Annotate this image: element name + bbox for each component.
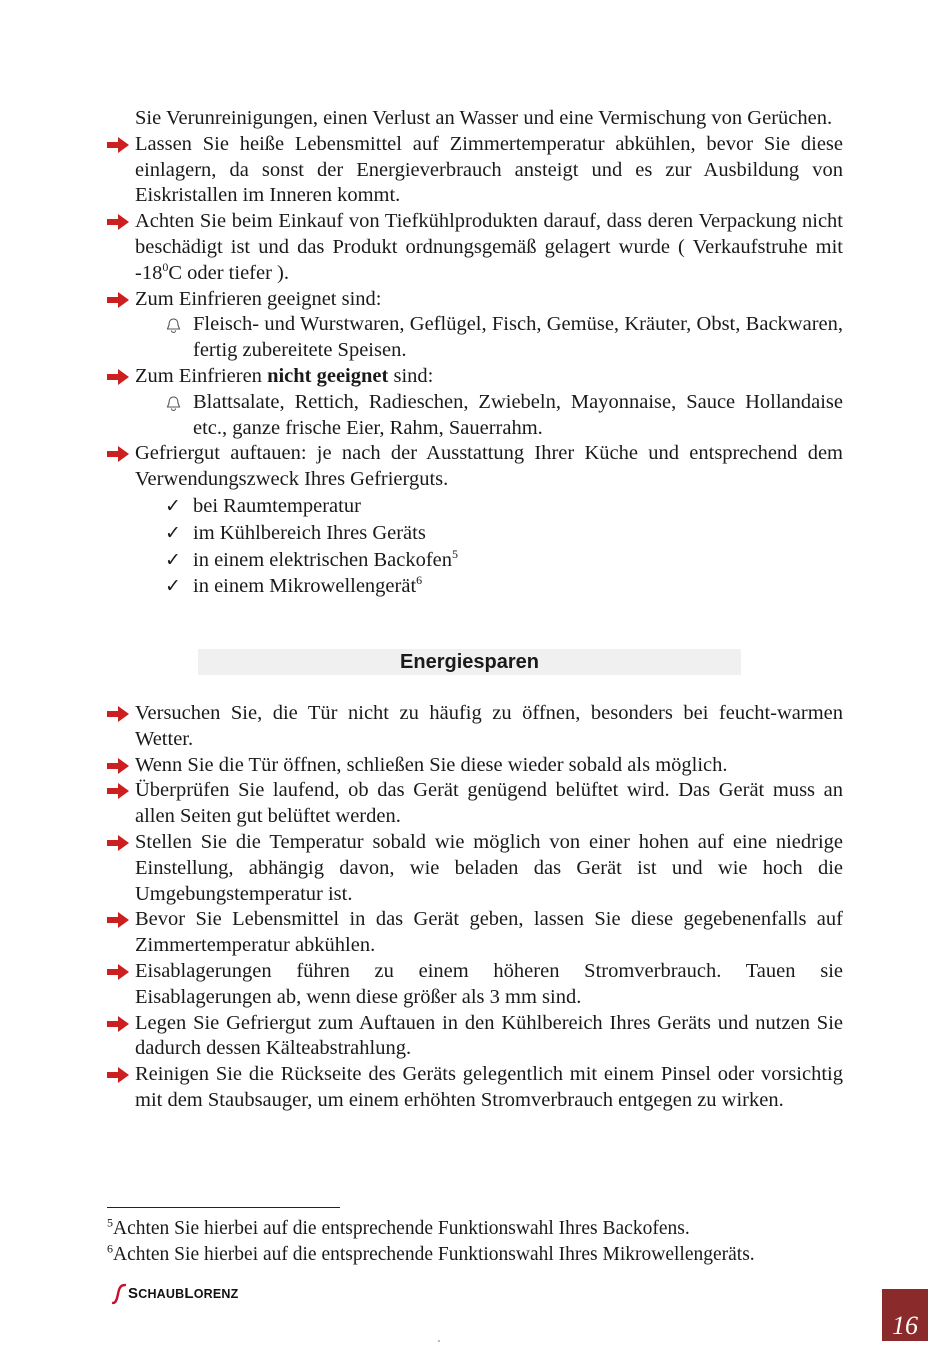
bell-icon — [165, 317, 182, 334]
energy-item — [135, 907, 843, 959]
energy-item-text: Überprüfen Sie laufend, ob das Gerät genügend belüftet wird. Das Gerät muss an allen Seiten gut belüftet werden. — [135, 779, 843, 828]
red-arrow-icon — [107, 446, 129, 462]
bullet-text: Achten Sie beim Einkauf von Tiefkühlprodukten darauf, dass deren Verpackung nicht beschädigt ist und das Produkt ordnungsgemäß gelagert wurde ( Verkaufstruhe mit $-18^0C$ oder tiefer ). — [135, 210, 843, 284]
checkmark-icon: ✓ — [165, 521, 181, 544]
bullet-item-hot-food — [135, 132, 843, 209]
bullet-item-thaw — [135, 441, 843, 493]
energy-item-text: Bevor Sie Lebensmittel in das Gerät geben, lassen Sie diese gegebenenfalls auf Zimmertemperatur abkühlen. — [135, 908, 843, 957]
red-arrow-icon — [107, 758, 129, 774]
sub-item-text: Fleisch- und Wurstwaren, Geflügel, Fisch, Gemüse, Kräuter, Obst, Backwaren, fertig zubereitete Speisen. — [193, 313, 843, 362]
red-arrow-icon — [107, 369, 129, 385]
red-arrow-icon — [107, 1067, 129, 1083]
red-arrow-icon — [107, 137, 129, 153]
page-number: 16 — [892, 1311, 918, 1340]
red-arrow-icon — [107, 835, 129, 851]
energy-item — [135, 701, 843, 753]
energy-item-text: Reinigen Sie die Rückseite des Geräts gelegentlich mit einem Pinsel oder vorsichtig mit dem Staubsauger, um einem erhöhten Stromverbrauch entgegen zu wirken. — [135, 1063, 843, 1111]
red-arrow-icon — [107, 1016, 129, 1032]
bullet-item-purchase — [135, 209, 843, 286]
energy-item — [135, 778, 843, 830]
text-column — [135, 106, 843, 600]
footnote-ref: 5 — [452, 546, 458, 561]
energy-column — [135, 701, 843, 1114]
sub-item-text: Blattsalate, Rettich, Radieschen, Zwiebeln, Mayonnaise, Sauce Hollandaise etc., ganze frische Eier, Rahm, Sauerrahm. — [193, 390, 843, 439]
energy-item — [135, 753, 843, 779]
red-arrow-icon — [107, 783, 129, 799]
energy-item-text: Versuchen Sie, die Tür nicht zu häufig zu öffnen, besonders bei feucht-warmen Wetter. — [135, 702, 843, 750]
checkmark-icon: ✓ — [165, 494, 181, 517]
thaw-option — [165, 521, 843, 547]
thaw-option-text: bei Raumtemperatur — [193, 494, 361, 517]
red-arrow-icon — [107, 964, 129, 980]
sub-item-unsuitable — [193, 390, 843, 442]
logo-swoosh-icon — [110, 1283, 128, 1305]
footnote-separator — [107, 1207, 340, 1208]
energy-item — [135, 959, 843, 1011]
energy-item — [135, 1062, 843, 1114]
bullet-item-suitable — [135, 287, 843, 313]
red-arrow-icon — [107, 706, 129, 722]
thaw-option-text: in einem Mikrowellengerät$^6$ — [193, 573, 423, 598]
print-mark — [438, 1340, 440, 1342]
bell-icon — [165, 395, 182, 412]
energy-item — [135, 830, 843, 907]
schaub-lorenz-logo — [110, 1282, 238, 1306]
checkmark-icon: ✓ — [165, 575, 181, 598]
footnote: $^5$Achten Sie hierbei auf die entsprechende Funktionswahl Ihres Backofens. — [107, 1215, 690, 1239]
red-arrow-icon — [107, 292, 129, 308]
energy-item-text: Stellen Sie die Temperatur sobald wie möglich von einer hohen auf eine niedrige Einstellung, abhängig davon, wie beladen das Gerät ist und wie hoch die Umgebungstemperatur ist. — [135, 830, 843, 905]
thaw-option-text: in einem elektrischen Backofen$^5$ — [193, 546, 458, 571]
red-arrow-icon — [107, 912, 129, 928]
energy-item-text: Eisablagerungen führen zu einem höheren Stromverbrauch. Tauen sie Eisablagerungen ab, wenn diese größer als 3 mm sind. — [135, 959, 843, 1008]
bullet-text: Zum Einfrieren nicht geeignet sind: — [135, 364, 434, 387]
energy-item-text: Legen Sie Gefriergut zum Auftauen in den Kühlbereich Ihres Geräts und nutzen Sie dadurch dessen Kälteabstrahlung. — [135, 1011, 843, 1060]
red-arrow-icon — [107, 214, 129, 230]
bullet-text: Lassen Sie heiße Lebensmittel auf Zimmertemperatur abkühlen, bevor Sie diese einlagern, da sonst der Energieverbrauch ansteigt und es zur Ausbildung von Eiskristallen im Inneren kommt. — [135, 132, 843, 207]
footnote-ref: 6 — [416, 573, 423, 588]
bullet-text: Zum Einfrieren geeignet sind: — [135, 287, 382, 310]
bullet-item-unsuitable — [135, 364, 843, 390]
energy-item — [135, 1011, 843, 1063]
intro-paragraph: Sie Verunreinigungen, einen Verlust an Wasser und eine Vermischung von Gerüchen. — [135, 107, 833, 129]
energy-item-text: Wenn Sie die Tür öffnen, schließen Sie diese wieder sobald als möglich. — [135, 753, 728, 776]
thaw-option — [165, 494, 843, 520]
sub-item-suitable — [193, 312, 843, 364]
logo-wordmark: SCHAUBLORENZ — [128, 1284, 239, 1302]
thaw-option — [165, 546, 843, 574]
footnote: $^6$Achten Sie hierbei auf die entsprechende Funktionswahl Ihres Mikrowellengeräts. — [107, 1241, 755, 1265]
thaw-option — [165, 573, 843, 600]
section-heading: Energiesparen — [400, 651, 539, 673]
bullet-text: Gefriergut auftauen: je nach der Ausstattung Ihrer Küche und entsprechend dem Verwendungszweck Ihres Gefrierguts. — [135, 442, 843, 491]
thaw-option-text: im Kühlbereich Ihres Geräts — [193, 521, 426, 544]
checkmark-icon: ✓ — [165, 548, 181, 571]
